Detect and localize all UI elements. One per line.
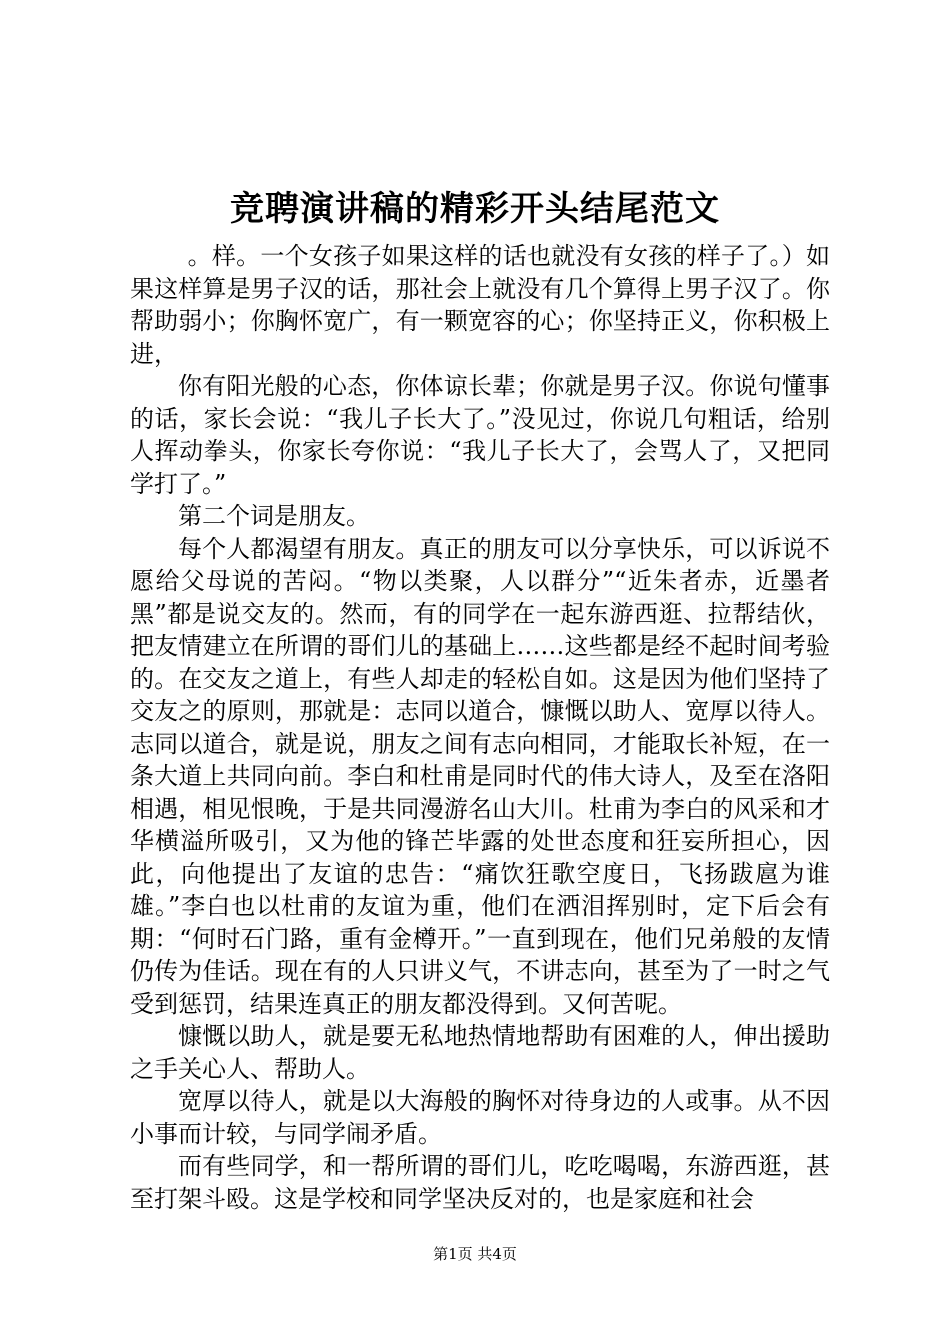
page-footer: 第1页 共4页 bbox=[433, 1245, 517, 1263]
document-body bbox=[130, 240, 830, 1215]
paragraph: 宽厚以待人，就是以大海般的胸怀对待身边的人或事。从不因小事而计较，与同学闹矛盾。 bbox=[130, 1087, 830, 1148]
paragraph: 你有阳光般的心态，你体谅长辈；你就是男子汉。你说句懂事的话，家长会说：“我儿子长大了。”没见过，你说几句粗话，给别人挥动拳头，你家长夸你说：“我儿子长大了，会骂人了，又把同学打了。” bbox=[130, 372, 830, 498]
paragraph: 慷慨以助人，就是要无私地热情地帮助有困难的人，伸出援助之手关心人、帮助人。 bbox=[130, 1022, 830, 1083]
paragraph: 第二个词是朋友。 bbox=[178, 502, 370, 530]
document-title: 竞聘演讲稿的精彩开头结尾范文 bbox=[230, 189, 720, 229]
paragraph: 。样。一个女孩子如果这样的话也就没有女孩的样子了。）如果这样算是男子汉的话，那社会上就没有几个算得上男子汉了。你帮助弱小；你胸怀宽广，有一颗宽容的心；你坚持正义，你积极上进， bbox=[130, 242, 830, 368]
paragraph: 而有些同学，和一帮所谓的哥们儿，吃吃喝喝，东游西逛，甚至打架斗殴。这是学校和同学坚决反对的，也是家庭和社会 bbox=[130, 1152, 830, 1213]
paragraph: 每个人都渴望有朋友。真正的朋友可以分享快乐，可以诉说不愿给父母说的苦闷。“物以类聚，人以群分”“近朱者赤，近墨者黑”都是说交友的。然而，有的同学在一起东游西逛、拉帮结伙，把友情建立在所谓的哥们儿的基础上……这些都是经不起时间考验的。在交友之道上，有些人却走的轻松自如。这是因为他们坚持了交友之的原则，那就是：志同以道合，慷慨以助人、宽厚以待人。志同以道合，就是说，朋友之间有志向相同，才能取长补短，在一条大道上共同向前。李白和杜甫是同时代的伟大诗人，及至在洛阳相遇，相见恨晚，于是共同漫游名山大川。杜甫为李白的风采和才华横溢所吸引，又为他的锋芒毕露的处世态度和狂妄所担心，因此，向他提出了友谊的忠告：“痛饮狂歌空度日，飞扬跋扈为谁雄。”李白也以杜甫的友谊为重，他们在洒泪挥别时，定下后会有期：“何时石门路，重有金樽开。”一直到现在，他们兄弟般的友情仍传为佳话。现在有的人只讲义气，不讲志向，甚至为了一时之气受到惩罚，结果连真正的朋友都没得到。又何苦呢。 bbox=[130, 534, 830, 1018]
